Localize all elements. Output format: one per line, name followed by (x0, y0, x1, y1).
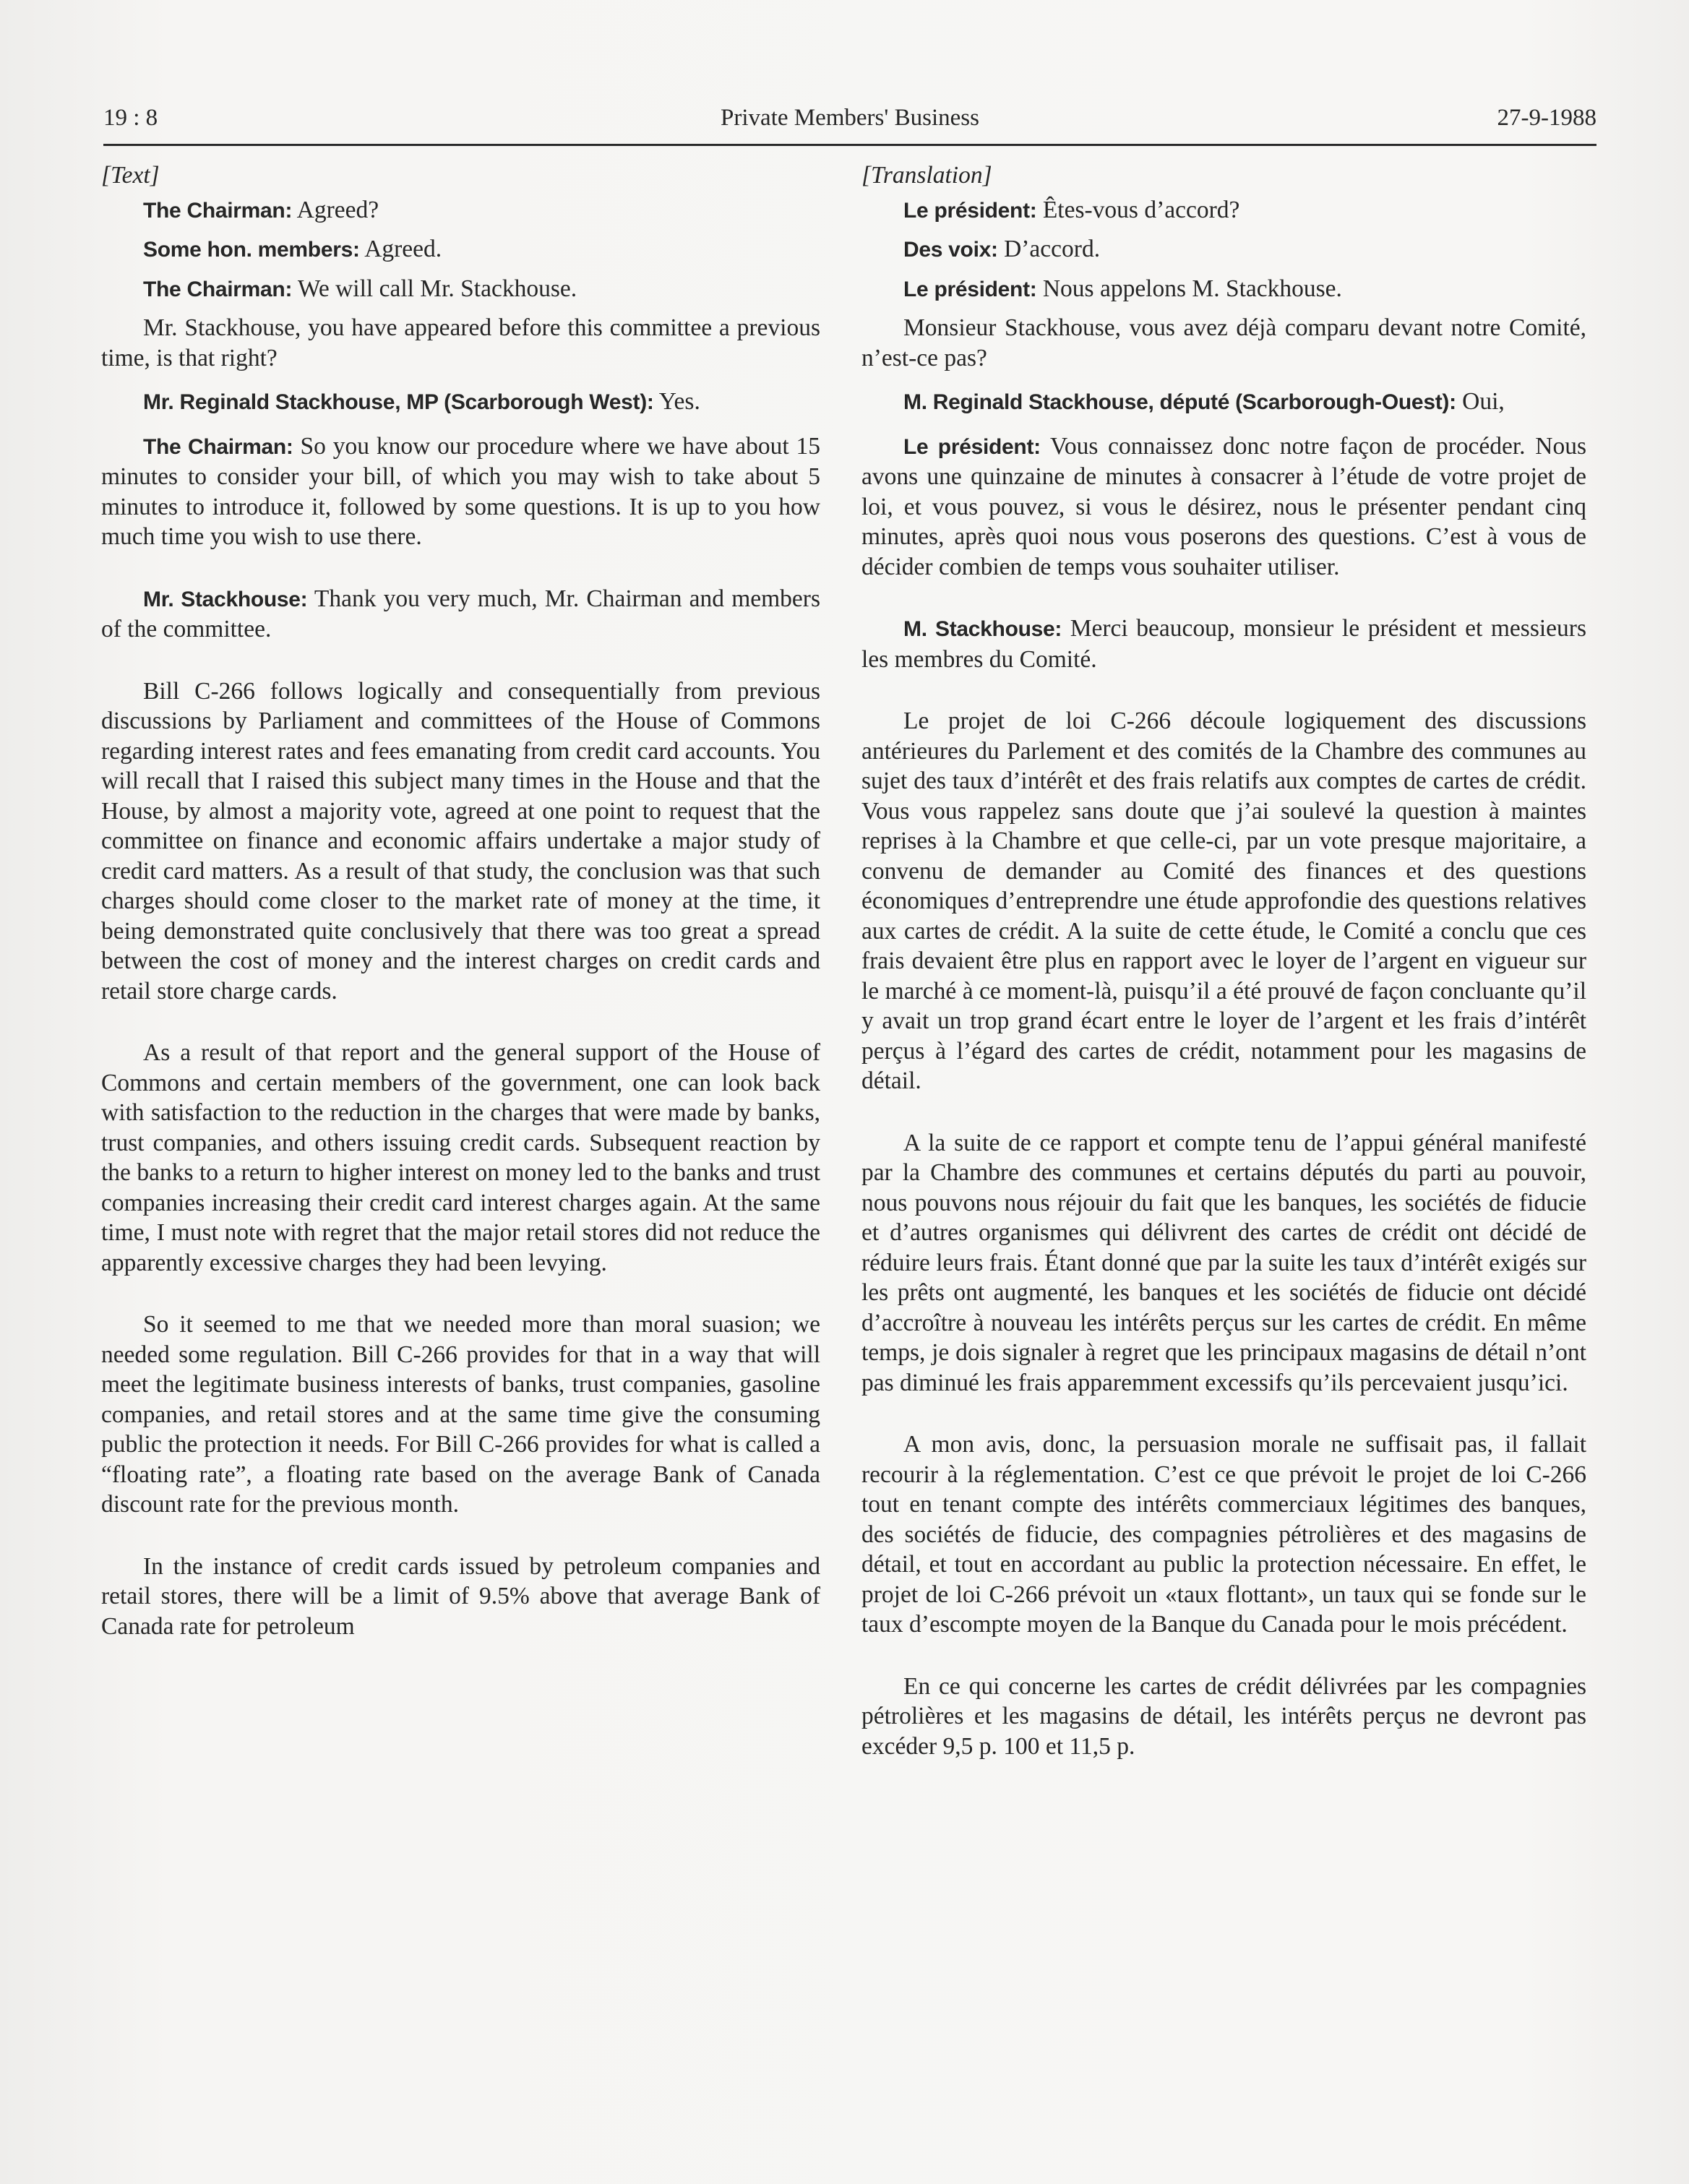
section-label: [Translation] (861, 162, 992, 189)
speaker-name: The Chairman: (143, 198, 293, 223)
speech-paragraph (861, 431, 1586, 582)
speech-text: Agreed? (292, 196, 379, 223)
body-paragraph: So it seemed to me that we needed more than moral suasion; we needed some regulation. Bill C-266 provides for that in a way that will meet the legitimate business interests of banks, trust companies, gasoline companies, and retail stores and at the same time give the consuming public the protection it needs. For Bill C-266 provides for what is called a “floating rate”, a floating rate based on the average Bank of Canada discount rate for the previous month. (101, 1311, 820, 1518)
section-label: [Text] (101, 162, 160, 189)
body-paragraph: En ce qui concerne les cartes de crédit délivrées par les compagnies pétrolières et les magasins de détail, les intérêts perçus ne devront pas excéder 9,5 p. 100 et 11,5 p. (861, 1672, 1586, 1760)
speaker-name: The Chairman: (143, 277, 293, 301)
speech-text: So you know our procedure where we have about 15 minutes to consider your bill, of which you may wish to take about 5 minutes to introduce it, followed by some questions. It is up to you how much time you wish to use there. (101, 432, 820, 550)
body-paragraph: Le projet de loi C-266 découle logiquement des discussions antérieures du Parlement et des comités de la Chambre des communes au sujet des taux d’intérêt et des frais relatifs aux comptes de cartes de crédit. Vous vous rappelez sans doute que j’ai soulevé la question à maintes reprises à la Chambre et que celle-ci, par un vote presque majoritaire, a convenu de demander au Comité des finances et des questions économiques d’entreprendre une étude approfondie des questions relatives aux cartes de crédit. A la suite de cette étude, le Comité a conclu que ces frais devaient être plus en rapport avec le loyer de l’argent en vigueur sur le marché à ce moment-là, puisqu’il a été prouvé de façon concluante qu’il y avait un trop grand écart entre le loyer de l’argent et les frais d’intérêt perçus à l’égard des cartes de crédit, notamment pour les magasins de détail. (861, 708, 1586, 1094)
running-title: Private Members' Business (721, 105, 979, 131)
speech-paragraph (101, 431, 820, 552)
body-paragraph: A mon avis, donc, la persuasion morale ne suffisait pas, il fallait recourir à la réglementation. C’est ce que prévoit le projet de loi C-266 tout en tenant compte des intérêts commerciaux légitimes des banques, des sociétés de fiducie, des compagnies pétrolières et des magasins de détail, et tout en accordant au public la protection nécessaire. En effet, le projet de loi C-266 prévoit un «taux flottant», un taux qui se fonde sur le taux d’escompte moyen de la Banque du Canada pour le mois précédent. (861, 1431, 1586, 1638)
speaker-name: The Chairman: (143, 434, 293, 459)
speech-text: Oui, (1456, 388, 1505, 415)
speech-text: We will call Mr. Stackhouse. (292, 275, 577, 302)
speech-text: Merci beaucoup, monsieur le président et messieurs les membres du Comité. (861, 615, 1586, 673)
french-column (861, 160, 1586, 1775)
body-paragraph: Mr. Stackhouse, you have appeared before this committee a previous time, is that right? (101, 314, 820, 371)
speech-paragraph (101, 387, 820, 418)
speech-paragraph (101, 584, 820, 645)
page-number: 19 : 8 (103, 105, 158, 131)
body-paragraph: A la suite de ce rapport et compte tenu de l’appui général manifesté par la Chambre des communes et certains députés du parti au pouvoir, nous pouvons nous réjouir du fait que les banques, les sociétés de fiducie et d’autres organismes qui délivrent des cartes de crédit ont décidé de réduire leurs frais. Étant donné que par la suite les taux d’intérêt exigés sur les prêts ont augmenté, les banques et les sociétés de fiducie ont décidé d’accroître à nouveau les intérêts perçus sur les cartes de crédit. En même temps, je dois signaler à regret que les principaux magasins de détail n’ont pas diminué les frais apparemment excessifs qu’ils percevaient jusqu’ici. (861, 1129, 1586, 1396)
body-paragraph: As a result of that report and the general support of the House of Commons and certain members of the government, one can look back with satisfaction to the reduction in the charges that were made by banks, trust companies, and others issuing credit cards. Subsequent reaction by the banks to a return to higher interest on money led to the banks and trust companies increasing their credit card interest charges again. At the same time, I must note with regret that the major retail stores did not reduce the apparently excessive charges they had been levying. (101, 1039, 820, 1276)
speech-paragraph (101, 195, 820, 226)
speech-paragraph (861, 195, 1586, 226)
speech-paragraph (101, 234, 820, 265)
speech-text: Êtes-vous d’accord? (1036, 196, 1240, 223)
body-paragraph: In the instance of credit cards issued by petroleum companies and retail stores, there will be a limit of 9.5% above that average Bank of Canada rate for petroleum (101, 1552, 820, 1640)
speaker-name: Mr. Stackhouse: (143, 587, 308, 611)
header-date: 27-9-1988 (1497, 105, 1596, 131)
body-paragraph: Monsieur Stackhouse, vous avez déjà comparu devant notre Comité, n’est-ce pas? (861, 314, 1586, 371)
speech-paragraph (861, 387, 1586, 418)
english-column (101, 160, 820, 1655)
speaker-name: Some hon. members: (143, 238, 360, 262)
speech-paragraph (861, 274, 1586, 305)
body-paragraph: Bill C-266 follows logically and consequentially from previous discussions by Parliament and committees of the House of Commons regarding interest rates and fees emanating from credit card accounts. You will recall that I raised this subject many times in the House and that the House, by almost a majority vote, agreed at one point to request that the committee on finance and economic affairs undertake a major study of credit card matters. As a result of that study, the conclusion was that such charges should come closer to the market rate of money at the time, it being demonstrated quite conclusively that there was too great a spread between the cost of money and the interest charges on credit cards and retail store charge cards. (101, 677, 820, 1005)
speaker-name: Des voix: (903, 238, 998, 262)
speech-text: Nous appelons M. Stackhouse. (1036, 275, 1342, 302)
speaker-name: Le président: (903, 434, 1041, 459)
speech-text: Thank you very much, Mr. Chairman and members of the committee. (101, 585, 820, 642)
speech-text: D’accord. (997, 236, 1101, 262)
speaker-name: Le président: (903, 198, 1037, 223)
speaker-name: M. Stackhouse: (903, 617, 1062, 641)
speaker-name: Le président: (903, 277, 1037, 301)
speaker-name: Mr. Reginald Stackhouse, MP (Scarborough West): (143, 390, 654, 414)
speech-text: Yes. (653, 388, 700, 415)
speech-paragraph (861, 234, 1586, 265)
speech-text: Vous connaissez donc notre façon de procéder. Nous avons une quinzaine de minutes à consacrer à l’étude de votre projet de loi, et vous pouvez, si vous le désirez, nous le présenter pendant cinq minutes, après quoi nous vous poserons des questions. C’est à vous de décider combien de temps vous souhaiter utiliser. (861, 432, 1586, 580)
speech-text: Agreed. (359, 236, 442, 262)
page-header (103, 103, 1596, 146)
speaker-name: M. Reginald Stackhouse, député (Scarborough-Ouest): (903, 390, 1456, 414)
speech-paragraph (861, 614, 1586, 674)
speech-paragraph (101, 274, 820, 305)
